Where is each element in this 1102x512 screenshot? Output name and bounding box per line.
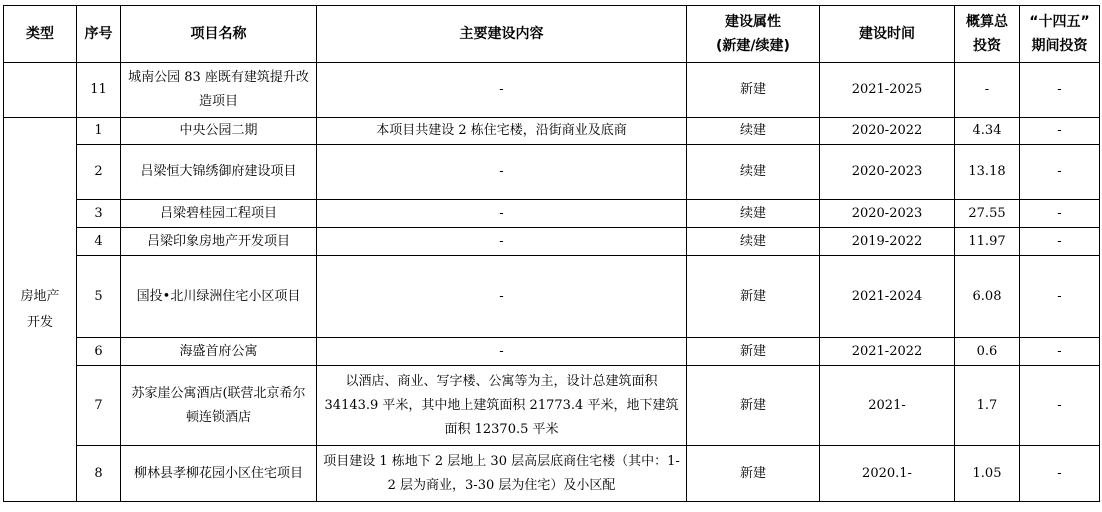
cell-plan: -	[1020, 366, 1100, 446]
cell-content: 以酒店、商业、写字楼、公寓等为主，设计总建筑面积 34143.9 平米，其中地上建筑面积 21773.4 平米，地下建筑面积 12370.5 平米	[317, 366, 687, 446]
cell-attr: 新建	[687, 446, 820, 502]
cell-total: 0.6	[955, 338, 1020, 366]
cell-content: -	[317, 200, 687, 228]
cell-plan: -	[1020, 338, 1100, 366]
cell-type-merged	[4, 118, 77, 502]
cell-seq: 11	[77, 63, 121, 118]
cell-name: 海盛首府公寓	[121, 338, 317, 366]
header-seq: 序号	[77, 6, 121, 63]
cell-plan: -	[1020, 63, 1100, 118]
header-attr-line2: (新建/续建)	[716, 38, 790, 54]
cell-time: 2020-2022	[820, 118, 955, 145]
header-content: 主要建设内容	[317, 6, 687, 63]
cell-name: 城南公园 83 座既有建筑提升改造项目	[121, 63, 317, 118]
cell-total: -	[955, 63, 1020, 118]
table-row	[4, 145, 1100, 200]
cell-name: 中央公园二期	[121, 118, 317, 145]
cell-seq: 4	[77, 228, 121, 256]
cell-content: -	[317, 338, 687, 366]
cell-attr: 续建	[687, 145, 820, 200]
project-table	[3, 5, 1100, 502]
cell-seq: 1	[77, 118, 121, 145]
cell-seq: 5	[77, 256, 121, 338]
cell-total: 1.7	[955, 366, 1020, 446]
header-plan-line1: “十四五”	[1029, 14, 1090, 30]
cell-time: 2021-2025	[820, 63, 955, 118]
table-row	[4, 63, 1100, 118]
table-row	[4, 200, 1100, 228]
cell-seq: 6	[77, 338, 121, 366]
header-total-line1: 概算总	[966, 14, 1008, 30]
cell-total: 6.08	[955, 256, 1020, 338]
cell-time: 2021-2024	[820, 256, 955, 338]
cell-plan: -	[1020, 200, 1100, 228]
cell-attr: 新建	[687, 63, 820, 118]
table-row	[4, 256, 1100, 338]
header-row	[4, 6, 1100, 63]
cell-attr: 续建	[687, 118, 820, 145]
cell-plan: -	[1020, 446, 1100, 502]
cell-type-label: 房地产开发	[20, 288, 60, 330]
cell-content: 项目建设 1 栋地下 2 层地上 30 层高层底商住宅楼（其中：1-2 层为商业，3-30 层为住宅）及小区配	[317, 446, 687, 502]
cell-time: 2019-2022	[820, 228, 955, 256]
cell-time: 2021-2022	[820, 338, 955, 366]
cell-attr: 新建	[687, 366, 820, 446]
cell-name: 国投•北川绿洲住宅小区项目	[121, 256, 317, 338]
cell-seq: 2	[77, 145, 121, 200]
header-name: 项目名称	[121, 6, 317, 63]
table-row	[4, 228, 1100, 256]
table-row	[4, 446, 1100, 502]
cell-plan: -	[1020, 256, 1100, 338]
header-total	[955, 6, 1020, 63]
cell-name: 吕梁印象房地产开发项目	[121, 228, 317, 256]
cell-plan: -	[1020, 145, 1100, 200]
cell-attr: 续建	[687, 228, 820, 256]
cell-total: 27.55	[955, 200, 1020, 228]
cell-seq: 3	[77, 200, 121, 228]
cell-total: 4.34	[955, 118, 1020, 145]
cell-total: 13.18	[955, 145, 1020, 200]
cell-seq: 8	[77, 446, 121, 502]
cell-total: 1.05	[955, 446, 1020, 502]
cell-time: 2020.1-	[820, 446, 955, 502]
header-total-line2: 投资	[973, 38, 1001, 54]
cell-total: 11.97	[955, 228, 1020, 256]
header-attr	[687, 6, 820, 63]
cell-time: 2020-2023	[820, 145, 955, 200]
cell-attr: 新建	[687, 256, 820, 338]
cell-attr: 新建	[687, 338, 820, 366]
cell-name: 吕梁恒大锦绣御府建设项目	[121, 145, 317, 200]
cell-name: 苏家崖公寓酒店(联营北京希尔顿连锁酒店	[121, 366, 317, 446]
cell-name: 吕梁碧桂园工程项目	[121, 200, 317, 228]
cell-content: -	[317, 145, 687, 200]
header-time: 建设时间	[820, 6, 955, 63]
header-plan-line2: 期间投资	[1031, 38, 1088, 54]
cell-plan: -	[1020, 118, 1100, 145]
table-row	[4, 366, 1100, 446]
cell-plan: -	[1020, 228, 1100, 256]
cell-content: -	[317, 256, 687, 338]
header-attr-line1: 建设属性	[725, 14, 781, 30]
table-row	[4, 118, 1100, 145]
cell-content: 本项目共建设 2 栋住宅楼，沿街商业及底商	[317, 118, 687, 145]
cell-content: -	[317, 228, 687, 256]
cell-time: 2020-2023	[820, 200, 955, 228]
table-row	[4, 338, 1100, 366]
header-plan	[1020, 6, 1100, 63]
cell-name: 柳林县孝柳花园小区住宅项目	[121, 446, 317, 502]
cell-attr: 续建	[687, 200, 820, 228]
cell-content: -	[317, 63, 687, 118]
cell-seq: 7	[77, 366, 121, 446]
cell-time: 2021-	[820, 366, 955, 446]
cell-type	[4, 63, 77, 118]
header-type: 类型	[4, 6, 77, 63]
